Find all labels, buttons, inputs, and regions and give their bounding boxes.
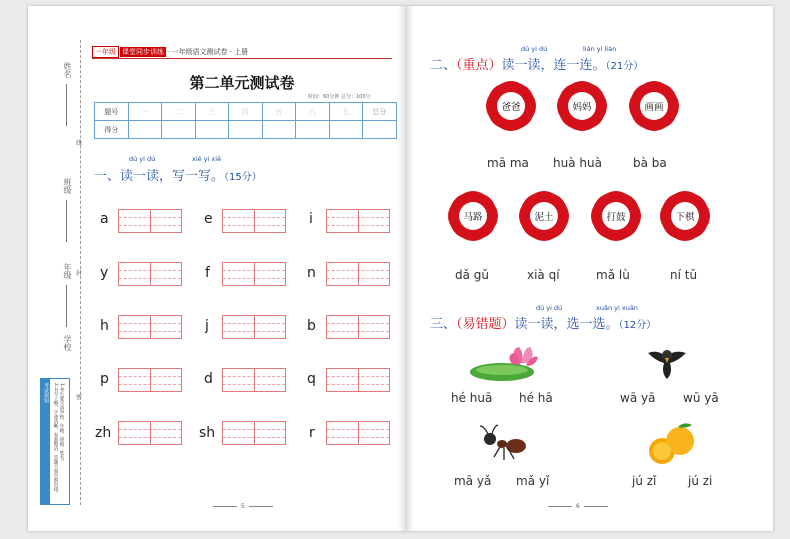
orange-cut-face-shape	[653, 442, 671, 460]
side-line	[66, 285, 67, 327]
score-input-cell[interactable]	[329, 121, 363, 139]
section2-pinyin: lián yi lián	[583, 45, 617, 53]
word-flower[interactable]: 妈妈	[562, 86, 602, 126]
letter: y	[100, 265, 109, 281]
side-label-name: 姓名	[63, 62, 72, 78]
side-label-grade: 年级	[63, 263, 72, 279]
pinyin-option[interactable]: bà ba	[633, 156, 667, 170]
notice-title: 考试须知	[43, 383, 49, 403]
word-flower[interactable]: 马路	[453, 196, 493, 236]
pinyin-option[interactable]: mā ma	[487, 156, 529, 170]
writing-box[interactable]	[118, 421, 182, 445]
notice-bar	[41, 379, 50, 504]
pinyin-choice[interactable]: hé huā	[451, 391, 493, 405]
letter: j	[205, 318, 209, 334]
crow-picture	[646, 343, 688, 381]
ant-picture	[478, 424, 532, 464]
notice-text: 1.考生要写清学校、年级、班级、姓名。 2.书写工整，字迹清晰，卷面整洁，答题不超出密封线。	[53, 383, 64, 496]
pinyin-option[interactable]: mǎ lù	[596, 268, 630, 282]
writing-box[interactable]	[222, 315, 286, 339]
pinyin-choice[interactable]: mǎ yǐ	[516, 474, 550, 488]
header-tag-grade: 一年级	[92, 46, 119, 58]
section3-pinyin: xuǎn yi xuǎn	[596, 304, 638, 312]
word-flower[interactable]: 泥土	[524, 196, 564, 236]
score-cell: 四	[229, 103, 263, 121]
letter: p	[100, 371, 109, 387]
writing-box[interactable]	[326, 262, 390, 286]
writing-box[interactable]	[326, 368, 390, 392]
writing-box[interactable]	[222, 262, 286, 286]
page-number-left: 5	[209, 503, 277, 510]
writing-box[interactable]	[118, 315, 182, 339]
score-input-cell[interactable]	[229, 121, 263, 139]
score-cell: 总分	[363, 103, 397, 121]
pinyin-option[interactable]: huà huà	[553, 156, 602, 170]
score-cell: 七	[329, 103, 363, 121]
header-rule	[92, 58, 392, 59]
word-flower[interactable]: 爸爸	[491, 86, 531, 126]
word-flower[interactable]: 下棋	[665, 196, 705, 236]
section1-heading: 一、读一读，写一写。（15分）	[94, 169, 262, 184]
side-line	[66, 200, 67, 242]
writing-box[interactable]	[118, 209, 182, 233]
writing-box[interactable]	[326, 421, 390, 445]
score-cell: 三	[195, 103, 229, 121]
pinyin-choice[interactable]: hé hā	[519, 391, 553, 405]
orange-picture	[648, 421, 700, 469]
score-input-cell[interactable]	[162, 121, 196, 139]
score-table	[94, 102, 397, 139]
score-input-cell[interactable]	[296, 121, 330, 139]
lotus-leaf-shine	[476, 365, 528, 375]
lotus-picture	[466, 343, 544, 383]
letter: d	[204, 371, 213, 387]
score-cell: 一	[128, 103, 162, 121]
page-number-right: 6	[544, 503, 612, 510]
pinyin-option[interactable]: ní tǔ	[670, 268, 698, 282]
letter: f	[205, 265, 210, 281]
letter: h	[100, 318, 109, 334]
header-tag-series: 课堂同步训练	[122, 48, 164, 56]
letter: b	[307, 318, 316, 334]
letter: q	[307, 371, 316, 387]
score-input-cell[interactable]	[195, 121, 229, 139]
pinyin-choice[interactable]: jú zi	[688, 474, 713, 488]
score-row-scores	[95, 121, 397, 139]
score-cell: 六	[296, 103, 330, 121]
word-flower[interactable]: 打鼓	[596, 196, 636, 236]
score-input-cell[interactable]	[262, 121, 296, 139]
section3-heading: 三、（易错题）读一读，选一选。（12分）	[430, 317, 657, 332]
writing-box[interactable]	[222, 209, 286, 233]
pinyin-choice[interactable]: mā yǎ	[454, 474, 492, 488]
writing-box[interactable]	[222, 421, 286, 445]
writing-box[interactable]	[326, 209, 390, 233]
section2-pinyin: dú yi dú	[521, 45, 548, 53]
word-flower[interactable]: 画画	[634, 86, 674, 126]
header-subtitle: · 一年级语文测试卷 · 上册	[167, 48, 249, 56]
section3-pinyin: dú yi dú	[536, 304, 563, 312]
ant-head-shape	[484, 433, 496, 445]
letter: n	[307, 265, 316, 281]
section1-pinyin: dú yi dú	[129, 155, 156, 163]
writing-box[interactable]	[222, 368, 286, 392]
side-label-class: 班级	[63, 178, 72, 194]
pinyin-option[interactable]: xià qí	[527, 268, 560, 282]
book-spine	[398, 6, 414, 531]
exam-notice-box	[40, 378, 70, 505]
writing-box[interactable]	[118, 262, 182, 286]
score-input-cell[interactable]	[128, 121, 162, 139]
seal-mark: 线	[76, 140, 83, 147]
letter: sh	[199, 425, 216, 441]
letter: r	[309, 425, 315, 441]
section2-heading: 二、（重点）读一读，连一连。（21分）	[430, 58, 644, 73]
letter: i	[309, 211, 313, 227]
letter: a	[100, 211, 109, 227]
orange-leaf-shape	[678, 423, 692, 427]
pinyin-choice[interactable]: wā yā	[620, 391, 656, 405]
score-cell: 题号	[95, 103, 129, 121]
side-line	[66, 84, 67, 126]
pinyin-choice[interactable]: jú zǐ	[632, 474, 657, 488]
ant-antenna-shape	[480, 425, 498, 434]
letter: zh	[95, 425, 112, 441]
score-cell: 五	[262, 103, 296, 121]
letter: e	[204, 211, 213, 227]
seal-mark: 封	[76, 270, 83, 277]
ant-thorax-shape	[497, 440, 507, 448]
page-header	[92, 46, 248, 58]
score-cell: 二	[162, 103, 196, 121]
writing-box[interactable]	[326, 315, 390, 339]
side-label-school: 学校	[63, 335, 72, 351]
section1-pinyin: xiě yi xiě	[192, 155, 222, 163]
score-row-questions	[95, 103, 397, 121]
score-input-cell[interactable]	[363, 121, 397, 139]
exam-meta: 时间：60分钟 总分：100分	[308, 94, 371, 100]
page-title: 第二单元测试卷	[189, 74, 295, 92]
writing-box[interactable]	[118, 368, 182, 392]
score-cell: 得分	[95, 121, 129, 139]
pinyin-option[interactable]: dǎ gǔ	[455, 268, 490, 282]
seal-mark: 密	[76, 394, 83, 401]
pinyin-choice[interactable]: wū yā	[683, 391, 719, 405]
